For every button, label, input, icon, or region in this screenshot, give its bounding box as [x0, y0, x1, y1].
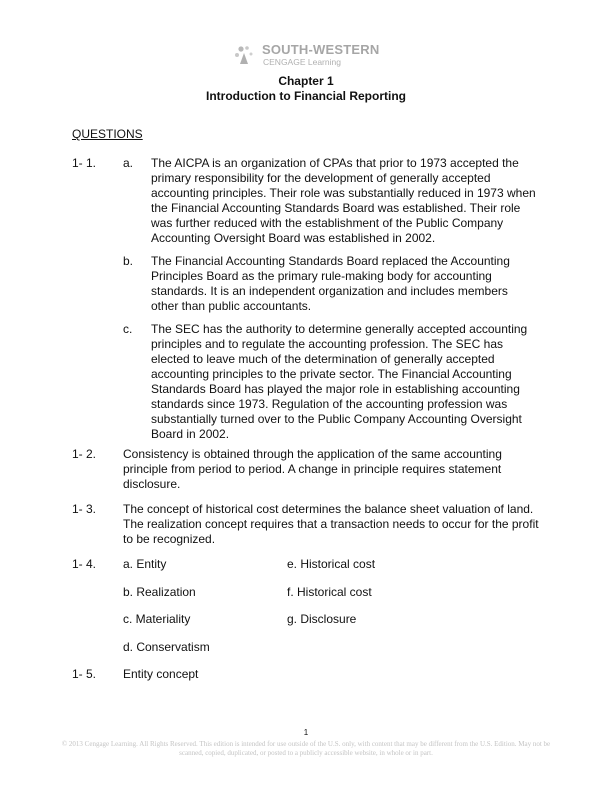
answer-item: b. Realization: [123, 585, 196, 599]
answer-letter: a.: [123, 156, 134, 170]
publisher-logo: [232, 42, 392, 70]
question-number: 1- 2.: [72, 447, 97, 461]
question-number: 1- 3.: [72, 502, 97, 516]
answer-item: f. Historical cost: [287, 585, 372, 599]
section-title: QUESTIONS: [72, 127, 143, 141]
question-number: 1- 5.: [72, 667, 97, 681]
logo-line-2: CENGAGE Learning: [263, 57, 341, 67]
answer-text: Consistency is obtained through the application of the same accounting principle from period to period. A change in principle requires statement disclosure.: [123, 447, 502, 491]
logo-line-1: SOUTH-WESTERN: [262, 42, 380, 57]
chapter-subtitle: Introduction to Financial Reporting: [206, 89, 406, 103]
answer-item: e. Historical cost: [287, 557, 376, 571]
question-number: 1- 1.: [72, 156, 97, 170]
question-number: 1- 4.: [72, 557, 97, 571]
logo-mark-icon: [232, 44, 258, 68]
answer-letter: c.: [123, 322, 133, 336]
copyright-footer: © 2013 Cengage Learning. All Rights Reserved. This edition is intended for use outside of the U.S. only, with content that may be different from the U.S. Edition. May not be scanned, copied, duplicated, or posted to a publicly accessible website, in whole or in part.: [61, 740, 551, 757]
answer-text: Entity concept: [123, 667, 199, 681]
answer-item: d. Conservatism: [123, 640, 210, 654]
answer-item: c. Materiality: [123, 612, 191, 626]
answer-text: The AICPA is an organization of CPAs that prior to 1973 accepted the primary responsibility for the development of generally accepted accounting principles. Their role was substantially reduced in 1973 when the Financial Accounting Standards Board was established. Their role was further reduced with the establishment of the Public Company Accounting Oversight Board was established in 2002.: [151, 156, 536, 245]
answer-item: a. Entity: [123, 557, 167, 571]
answer-text: The concept of historical cost determines the balance sheet valuation of land. The realization concept requires that a transaction needs to occur for the profit to be recognized.: [123, 502, 539, 546]
answer-letter: b.: [123, 254, 134, 268]
chapter-heading: Chapter 1: [278, 74, 334, 88]
page-number: 1: [303, 728, 309, 737]
answer-text: The Financial Accounting Standards Board replaced the Accounting Principles Board as the primary rule-making body for accounting standards. It is an independent organization and includes members other than public accountants.: [151, 254, 510, 313]
answer-item: g. Disclosure: [287, 612, 357, 626]
answer-text: The SEC has the authority to determine generally accepted accounting principles and to regulate the accounting profession. The SEC has elected to leave much of the determination of generally accepted accounting principles to the private sector. The Financial Accounting Standards Board has played the major role in establishing accounting standards since 1973. Regulation of the accounting profession was substantially turned over to the Public Company Accounting Oversight Board in 2002.: [151, 322, 528, 441]
